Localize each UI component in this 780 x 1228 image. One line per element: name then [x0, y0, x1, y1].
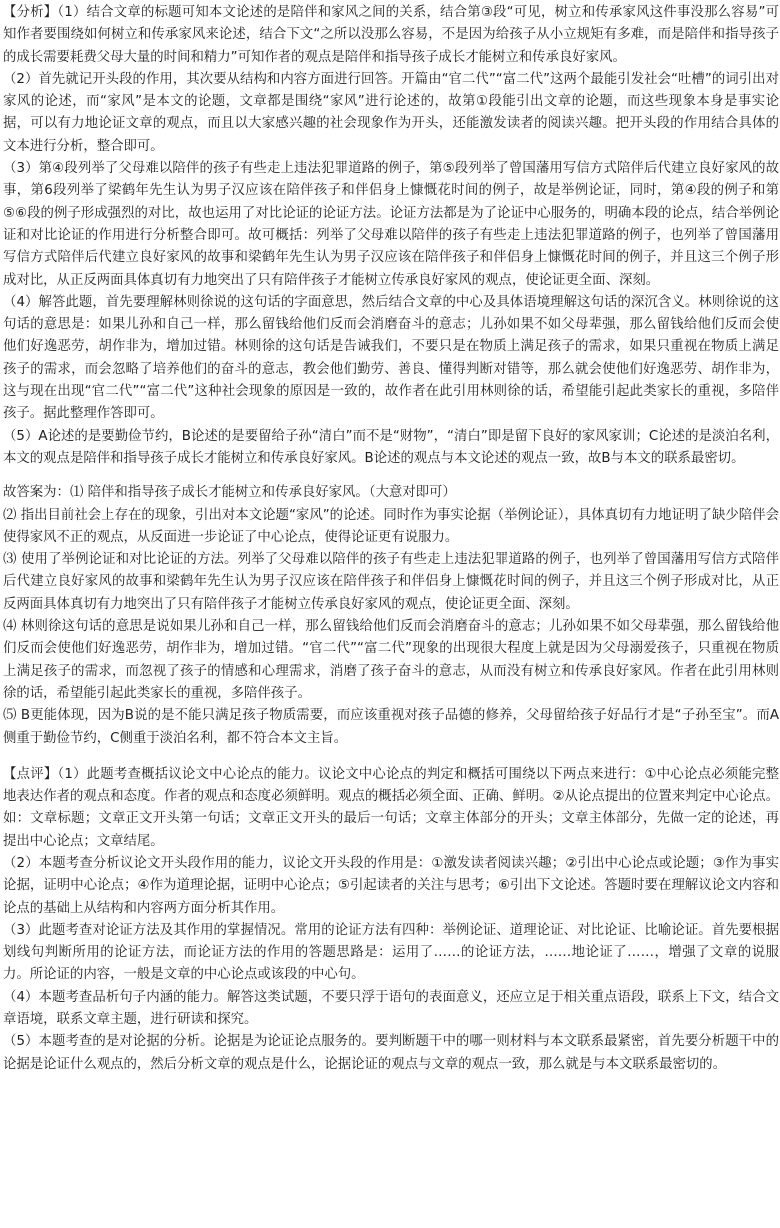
answer-paragraph-2: ⑵ 指出目前社会上存在的现象，引出对本文论题“家风”的论述。同时作为事实论据（举例论证），具体真切有力地证明了缺少陪伴会使得家风不正的观点，从反面进一步论证了中心论点，使得论证更有说服力。	[3, 507, 779, 545]
review-paragraph-5: （5）本题考查的是对论据的分析。论据是为论证论点服务的。要判断题干中的哪一则材料与本文联系最紧密，首先要分析题干中的论据是论证什么观点的，然后分析文章的观点是什么，论据论证的观点与文章的观点一致，那么就是与本文联系最密切的。	[3, 1034, 779, 1072]
analysis-paragraph-1: 【分析】（1）结合文章的标题可知本文论述的是陪伴和家风之间的关系，结合第③段“可见，树立和传承家风这件事没那么容易”可知作者要围绕如何树立和传承家风来论述，结合下文“之所以没那么容易，不是因为给孩子从小立规矩有多难，而是陪伴和指导孩子的成长需要耗费父母大量的时间和精力”可知作者的观点是陪伴和指导孩子成长才能树立和传承良好家风。	[3, 5, 779, 65]
answer-paragraph-5: ⑸ B更能体现，因为B说的是不能只满足孩子物质需要，而应该重视对孩子品德的修养，父母留给孩子好品行才是“子孙至宝”。而A侧重于勤俭节约，C侧重于淡泊名利，都不符合本文主旨。	[3, 708, 779, 746]
section-spacer	[3, 470, 779, 482]
answer-paragraph-1: 故答案为：⑴ 陪伴和指导孩子成长才能树立和传承良好家风。（大意对即可）	[3, 485, 456, 501]
analysis-section	[3, 2, 779, 470]
analysis-paragraph-2: （2）首先就记开头段的作用，其次要从结构和内容方面进行回答。开篇由“官二代”“富二代”这两个最能引发社会“吐槽”的词引出对家风的论述，而“家风”是本文的论题，文章都是围绕“家风”进行论述的，故第①段能引出文章的论题，而这些现象本身是事实论据，可以有力地论证文章的观点，而且以大家感兴趣的社会现象作为开头，还能激发读者的阅读兴趣。把开头段的作用结合具体的文本进行分析，整合即可。	[3, 71, 779, 154]
answer-section	[3, 482, 779, 750]
analysis-paragraph-5: （5）A论述的是要勤俭节约，B论述的是要留给子孙“清白”而不是“财物”，“清白”即是留下良好的家风家训；C论述的是淡泊名利，本文的观点是陪伴和指导孩子成长才能树立和传承良好家风。B论述的观点与本文论述的观点一致，故B与本文的联系最密切。	[3, 428, 779, 466]
analysis-paragraph-3: （3）第④段列举了父母难以陪伴的孩子有些走上违法犯罪道路的例子，第⑤段列举了曾国藩用写信方式陪伴后代建立良好家风的故事，第6段列举了梁鹤年先生认为男子汉应该在陪伴孩子和伴侣身上慷慨花时间的例子，故是举例论证，同时，第④段的例子和第⑤⑥段的例子形成强烈的对比，故也运用了对比论证的论证方法。论证方法都是为了论证中心服务的，明确本段的论点，结合举例论证和对比论证的作用进行分析整合即可。故可概括：列举了父母难以陪伴的孩子有些走上违法犯罪道路的例子，也列举了曾国藩用写信方式陪伴后代建立良好家风的故事和梁鹤年先生认为男子汉应该在陪伴孩子和伴侣身上慷慨花时间的例子，并且这三个例子形成对比，从正反两面具体真切有力地突出了只有陪伴孩子才能树立传承良好家风的观点，使论证更全面、深刻。	[3, 161, 779, 288]
review-paragraph-1: 【点评】（1）此题考查概括议论文中心论点的能力。议论文中心论点的判定和概括可围绕以下两点来进行：①中心论点必须能完整地表达作者的观点和态度。作者的观点和态度必须鲜明。观点的概括必须全面、正确、鲜明。②从论点提出的位置来判定中心论点。如：文章标题；文章正文开头第一句话；文章正文开头的最后一句话；文章主体部分的开头；文章主体部分，先做一定的论述，再提出中心论点；文章结尾。	[3, 766, 779, 849]
section-spacer	[3, 750, 779, 764]
review-section	[3, 764, 779, 1076]
answer-paragraph-4: ⑷ 林则徐这句话的意思是说如果儿孙和自己一样，那么留钱给他们反而会消磨奋斗的意志；儿孙如果不如父母辈强，那么留钱给他们反而会使他们好逸恶劳，胡作非为，增加过错。“官二代”“富二代”现象的出现很大程度上就是因为父母溺爱孩子，只重视在物质上满足孩子的需求，而忽视了孩子的情感和心理需求，消磨了孩子奋斗的意志，从而没有树立和传承良好家风。作者在此引用林则徐的话，希望能引起此类家长的重视，多陪伴孩子。	[3, 619, 779, 701]
analysis-paragraph-4: （4）解答此题，首先要理解林则徐说的这句话的字面意思，然后结合文章的中心及具体语境理解这句话的深沉含义。林则徐说的这句话的意思是：如果儿孙和自己一样，那么留钱给他们反而会消磨奋斗的意志；儿孙如果不如父母辈强，那么留钱给他们反而会使他们好逸恶劳，胡作非为，增加过错。林则徐的这句话是告诫我们，不要只是在物质上满足孩子的需求，如果只重视在物质上满足孩子的需求，而会忽略了培养他们的奋斗的意志，教会他们勤劳、善良、懂得判断对错等，那么就会使他们好逸恶劳、胡作非为，这与现在出现“官二代”“富二代”这种社会现象的原因是一致的，故作者在此引用林则徐的话，希望能引起此类家长的重视，多陪伴孩子。据此整理作答即可。	[3, 294, 779, 422]
review-paragraph-3: （3）此题考查对论证方法及其作用的掌握情况。常用的论证方法有四种：举例论证、道理论证、对比论证、比喻论证。首先要根据划线句判断所用的论证方法，而论证方法的作用的答题思路是：运用了……的论证方法，……地论证了……，增强了文章的说服力。所论证的内容，一般是文章的中心论点或该段的中心句。	[3, 922, 779, 983]
review-paragraph-4: （4）本题考查品析句子内涵的能力。解答这类试题，不要只浮于语句的表面意义，还应立足于相关重点语段，联系上下文，结合文章语境，联系文章主题，进行研读和探究。	[3, 989, 779, 1028]
answer-paragraph-3: ⑶ 使用了举例论证和对比论证的方法。列举了父母难以陪伴的孩子有些走上违法犯罪道路的例子，也列举了曾国藩用写信方式陪伴后代建立良好家风的故事和梁鹤年先生认为男子汉应该在陪伴孩子和伴侣身上慷慨花时间的例子，并且这三个例子形成对比，从正反两面具体真切有力地突出了只有陪伴孩子才能树立传承良好家风的观点，使论证更全面、深刻。	[3, 552, 779, 612]
review-paragraph-2: （2）本题考查分析议论文开头段作用的能力，议论文开头段的作用是：①激发读者阅读兴趣；②引出中心论点或论题；③作为事实论据，证明中心论点；④作为道理论据，证明中心论点；⑤引起读者的关注与思考；⑥引出下文论述。答题时要在理解议论文内容和论点的基础上从结构和内容两方面分析其作用。	[3, 855, 779, 916]
